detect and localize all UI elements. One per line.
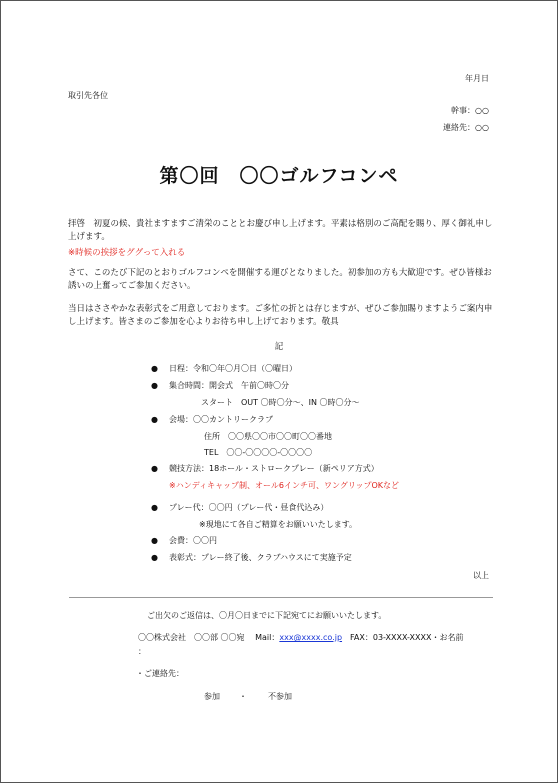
detail-play-fee: プレー代：〇〇円（プレー代・昼食代込み） (169, 503, 329, 512)
detail-play-fee-note: ※現地にて各自ご精算をお願いいたします。 (199, 520, 358, 529)
invitation-paragraph: さて、このたび下記のとおりゴルフコンペを開催する運びとなりました。初参加の方も大歓迎です。ぜひ皆様お誘いの上奮ってご参加ください。 (68, 268, 492, 291)
document-title: 第〇回 〇〇ゴルフコンペ (159, 165, 399, 187)
bullet-dot: ● (151, 503, 158, 512)
bullet-dot: ● (151, 464, 158, 473)
bullet-dot: ● (151, 364, 158, 373)
detail-address: 住所 〇〇県〇〇市〇〇町〇〇番地 (204, 432, 332, 441)
detail-meeting-time: 集合時間：開会式 午前〇時〇分 (169, 381, 289, 390)
greeting-paragraph: 拝啓 初夏の候、貴社ますますご清栄のこととお慶び申し上げます。平素は格別のご高配を賜り、厚く御礼申し上げます。 (68, 219, 493, 242)
ceremony-paragraph: 当日はささやかな表彰式をご用意しております。ご多忙の折とは存じますが、ぜひご参加賜りますようご案内申し上げます。皆さまのご参加を心よりお待ち申し上げております。敬具 (68, 304, 493, 327)
greeting-note: ※時候の挨拶をググって入れる (68, 248, 186, 258)
detail-format: 競技方法：18ホール・ストロークプレー（新ペリア方式） (169, 464, 379, 473)
reply-fax: FAX：03-XXXX-XXXX・お名前 (342, 633, 464, 642)
date-line: 年月日 (465, 74, 489, 83)
absent-option: 不参加 (268, 692, 292, 701)
reply-address-prefix: 〇〇株式会社 〇〇部 〇〇宛 Mail： (138, 633, 280, 642)
detail-tel: TEL 〇〇-〇〇〇〇-〇〇〇〇 (204, 448, 313, 457)
reply-address-line (138, 632, 463, 644)
reply-email-link[interactable]: xxx@xxxx.co.jp (279, 633, 343, 642)
closing-word: 以上 (473, 571, 489, 580)
reply-request: ご出欠のご返信は、〇月〇日までに下記宛てにお願いいたします。 (147, 611, 387, 620)
contact-line: 連絡先：○○ (443, 123, 489, 132)
organizer-line: 幹事：○○ (451, 106, 489, 115)
detail-membership-fee: 会費：〇〇円 (169, 536, 217, 545)
divider-line (69, 597, 493, 598)
detail-ceremony: 表彰式：プレー終了後、クラブハウスにて実施予定 (169, 553, 352, 562)
attend-option: 参加 (204, 692, 220, 701)
detail-start-time: スタート OUT 〇時〇分～、IN 〇時〇分～ (201, 398, 360, 407)
detail-venue: 会場：〇〇カントリークラブ (169, 415, 273, 424)
detail-format-note: ※ハンディキャップ制、オール6インチ可、ワングリップOKなど (169, 481, 400, 490)
reply-contact-label: ・ご連絡先： (136, 669, 184, 678)
bullet-dot: ● (151, 381, 158, 390)
option-separator: ・ (239, 692, 247, 701)
ki-heading: 記 (274, 342, 284, 352)
detail-date: 日程：令和〇年〇月〇日（〇曜日） (169, 364, 297, 373)
recipient-line: 取引先各位 (68, 91, 108, 100)
bullet-dot: ● (151, 553, 158, 562)
reply-name-colon: ： (138, 647, 146, 656)
bullet-dot: ● (151, 536, 158, 545)
bullet-dot: ● (151, 415, 158, 424)
